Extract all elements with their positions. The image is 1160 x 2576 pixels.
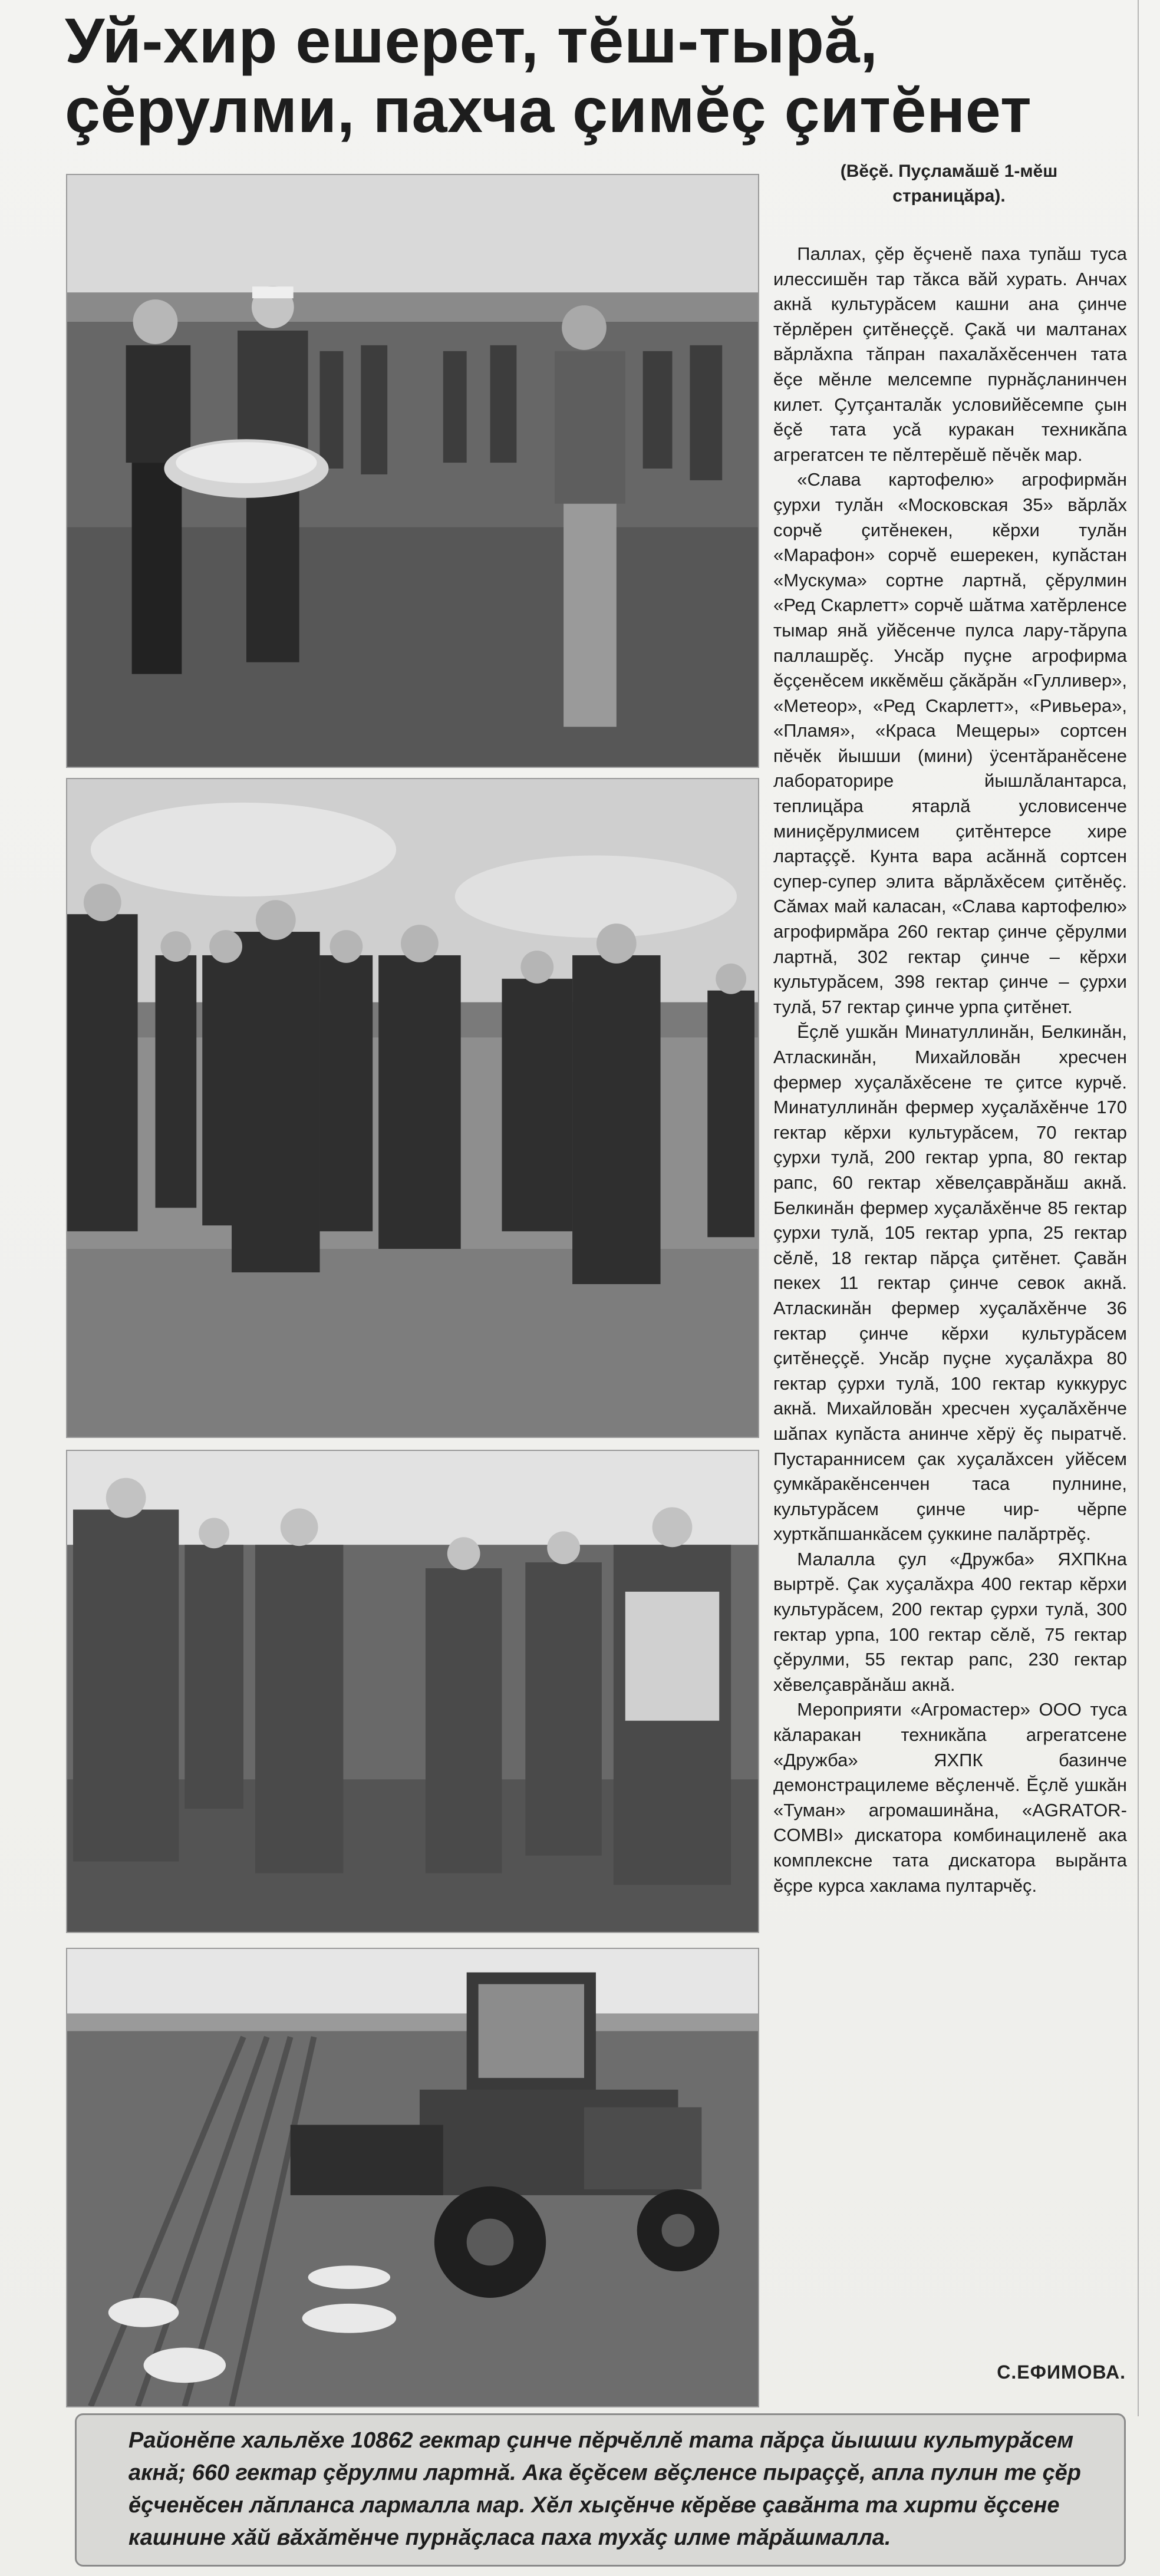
- headline: [65, 6, 1102, 145]
- article-body: [773, 242, 1127, 1898]
- summary-callout: [75, 2413, 1126, 2567]
- photo-field-greeting: [66, 174, 759, 768]
- author-signature: С.ЕФИМОВА.: [997, 2361, 1126, 2383]
- column-divider: [1138, 0, 1139, 2416]
- article-paragraph-5: Мероприяти «Агромастер» ООО туса кăларакан техникăпа агрегатсене «Дружба» ЯХПК базинче демонстрацилеме вĕçленчĕ. Ĕçлĕ ушкăн «Туман» агромашинăна, «AGRATOR-COMBI» дискатора комбинациленĕ ака комплексне тата дискатора вырăнта ĕçре курса хаклама пултарчĕç.: [773, 1699, 1127, 1896]
- headline-line-2: çĕрулми, пахча çимĕç çитĕнет: [65, 74, 1032, 146]
- summary-callout-text: Районĕпе хальлĕхе 10862 гектар çинче пĕрчĕллĕ тата пăрçа йышши культурăсем акнă; 660 гектар çĕрулми лартнă. Ака ĕçĕсем вĕçленсе пыраççĕ, апла пулин те çĕр ĕçченĕсен лăпланса лармалла мар. Хĕл хыçĕнче кĕрĕве çавăнта та хирти ĕçсене кашнине хăй вăхăтĕнче пурнăçласа паха тухăç илме тăрăшмалла.: [128, 2428, 1082, 2550]
- article-paragraph-4: Малалла çул «Дружба» ЯХПКна выртрĕ. Çак хуçалăхра 400 гектар кĕрхи культурăсем, 200 гектар çурхи тулă, 300 гектар урпа, 100 гектар сĕлĕ, 75 гектар çĕрулми, 55 гектар рапс, 230 гектар хĕвелçаврăнăш акнă.: [773, 1548, 1127, 1695]
- photo-tractor-image: [67, 1949, 758, 2406]
- photo-field-greeting-image: [67, 175, 758, 767]
- photo-group-grass: [66, 778, 759, 1438]
- headline-line-1: Уй-хир ешерет, тĕш-тырă,: [65, 5, 878, 76]
- continuation-note: [808, 159, 1090, 209]
- article-paragraph-2: «Слава картофелю» агрофирмăн çурхи тулăн «Московская 35» вăрлăх сорчĕ çитĕнекен, кĕрхи тулăн «Марафон» сорчĕ ешерекен, купăстан «Мускума» сортне лартнă, çĕрулмин «Ред Скарлетт» сорчĕ шăтма хатĕрленсе тымар янă уйĕсенче пулса лару-тăрупа паллашрĕç. Унсăр пуçне агрофирма ĕççенĕсем иккĕмĕш çăкăрăн «Гулливер», «Метеор», «Ред Скарлетт», «Ривьера», «Пламя», «Краса Мещеры» сортсен пĕчĕк йышши (мини) ÿсентăранĕсене лабораторире йышлăлантарса, теплицăра ятарлă условисенче миниçĕрулмисем çитĕнтерсе хире лартаççĕ. Кунта вара асăннă сортсен супер-супер элита вăрлăхĕсем çитĕнĕç. Сăмах май каласан, «Слава картофелю» агрофирмăра 260 гектар çинче çĕрулми лартнă, 302 гектар çинче – кĕрхи культурăсем, 398 гектар çинче – çурхи тулă, 57 гектар çинче урпа çитĕнет.: [773, 469, 1127, 1017]
- photo-tractor: [66, 1948, 759, 2407]
- photo-group-grass-image: [67, 779, 758, 1437]
- continuation-line-2: страницăра).: [892, 186, 1006, 206]
- article-paragraph-3: Ĕçлĕ ушкăн Минатуллинăн, Белкинăн, Атласкинăн, Михайловăн хресчен фермер хуçалăхĕсене те çитсе курчĕ. Минатуллинăн фермер хуçалăхĕнче 170 гектар кĕрхи культурăсем, 70 гектар çурхи тулă, 200 гектар урпа, 80 гектар рапс, 60 гектар хĕвелçаврăнăш акнă. Белкинăн фермер хуçалăхĕнче 85 гектар çурхи тулă, 105 гектар урпа, 25 гектар сĕлĕ, 18 гектар пăрçа çитĕнет. Çавăн пекех 11 гектар çинче севок акнă. Атласкинăн фермер хуçалăхĕнче 36 гектар çинче кĕрхи культурăсем çитĕнеççĕ. Унсăр пуçне хуçалăхра 80 гектар çурхи тулă, 100 гектар куккурус акнă. Михайловăн хресчен хуçалăхĕнче шăпах купăста анинче хĕрÿ ĕç пыратчĕ. Пустараннисем çак хуçалăхсен уйĕсем çумкăракĕнсенчен таса пулнине, культурăсем çинче чир- чĕрпе хурткăпшанкăсем çуккине палăртрĕç.: [773, 1021, 1127, 1545]
- photo-plowed-field: [66, 1450, 759, 1933]
- continuation-line-1: (Вĕçĕ. Пуçламăшĕ 1-мĕш: [840, 161, 1058, 181]
- photo-plowed-field-image: [67, 1451, 758, 1932]
- article-paragraph-1: Паллах, çĕр ĕçченĕ паха тупăш туса илессишĕн тар тăкса вăй хурать. Анчах акнă культурăсем кашни ана çинче тĕрлĕрен çитĕнеççĕ. Çакă чи малтанах вăрлăхпа тăпран пахалăхĕсенчен тата ĕçе мĕнле мелсемпе пурнăçланинчен килет. Çутçанталăк условийĕсемпе çын ĕçĕ тата усă куракан техникăпа агрегатсен те пĕлтерĕшĕ пĕчĕк мар.: [773, 243, 1127, 465]
